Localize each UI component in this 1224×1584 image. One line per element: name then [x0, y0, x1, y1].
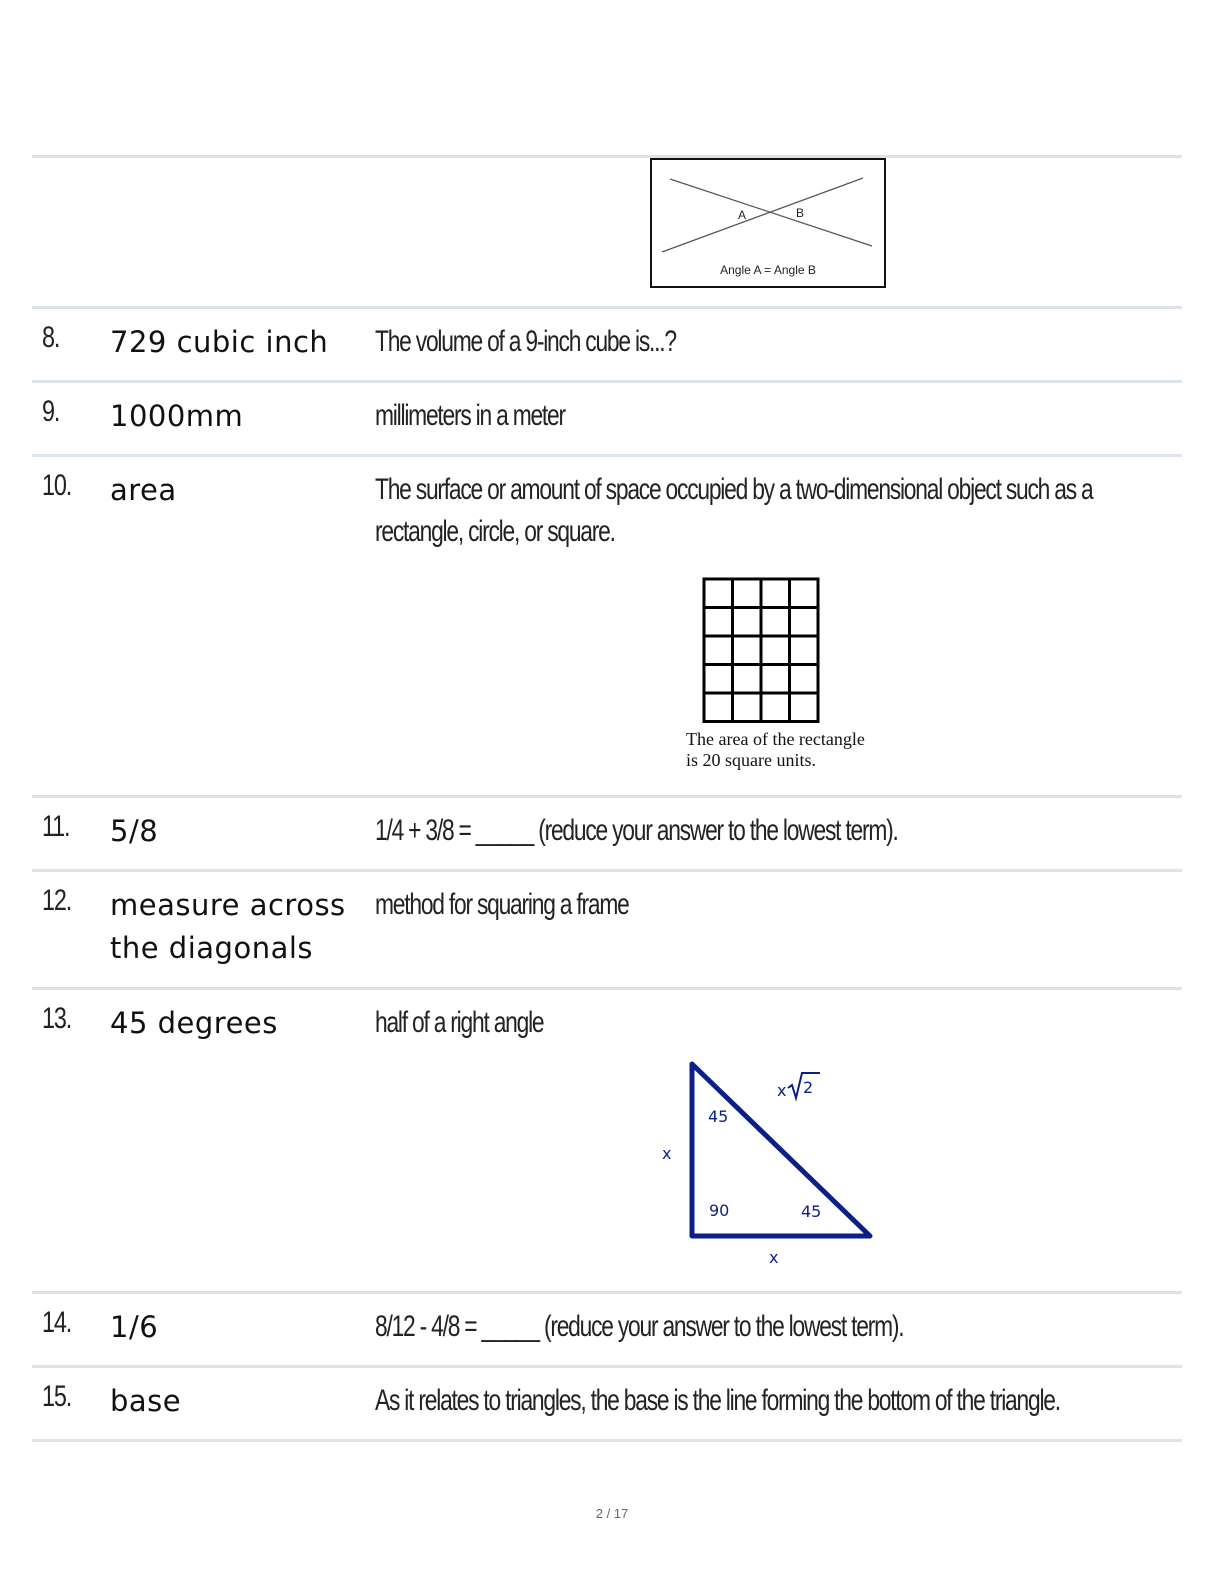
item-number: 12. [42, 884, 72, 917]
item-definition: The surface or amount of space occupied by a two-dimensional object such as a rectangle, circle, or square. [375, 473, 1093, 548]
grid-cell [790, 579, 819, 608]
grid-cell [704, 608, 733, 637]
grid-cell [790, 636, 819, 665]
angle-top-label: 45 [708, 1107, 729, 1126]
grid-cell [733, 693, 762, 722]
item-number: 13. [42, 1002, 72, 1035]
grid-cell [733, 608, 762, 637]
item-term: measure across the diagonals [110, 888, 346, 965]
grid-cell [761, 579, 790, 608]
item-term: 729 cubic inch [110, 325, 329, 359]
table-row [32, 454, 1182, 795]
item-number: 11. [42, 810, 70, 843]
item-definition: As it relates to triangles, the base is the line forming the bottom of the triangle. [375, 1384, 1060, 1417]
grid-cell [790, 665, 819, 694]
angle-bottom-label: 45 [801, 1202, 822, 1221]
area-grid [704, 579, 818, 722]
item-term: 45 degrees [110, 1006, 278, 1040]
grid-cell [761, 693, 790, 722]
item-term: 1000mm [110, 399, 244, 433]
triangle-figure [652, 1054, 892, 1279]
glossary-table [32, 155, 1182, 1442]
angle-b-label: B [796, 206, 805, 220]
grid-cell [790, 693, 819, 722]
table-row [32, 1291, 1182, 1365]
area-caption-line1: The area of the rectangle [686, 729, 865, 749]
table-row [32, 987, 1182, 1291]
grid-cell [790, 608, 819, 637]
item-definition: 1/4 + 3/8 = _____ (reduce your answer to the lowest term). [375, 814, 898, 847]
area-caption-line2: is 20 square units. [686, 750, 816, 770]
item-definition: 8/12 - 4/8 = _____ (reduce your answer to the lowest term). [375, 1310, 904, 1343]
table-row [32, 1365, 1182, 1442]
area-grid-diagram [684, 577, 884, 777]
item-term: 1/6 [110, 1310, 159, 1344]
angle-a-label: A [738, 208, 747, 222]
table-row [32, 380, 1182, 454]
grid-cell [733, 579, 762, 608]
item-term: area [110, 473, 177, 507]
grid-cell [761, 665, 790, 694]
item-number: 15. [42, 1380, 72, 1413]
table-row [32, 306, 1182, 380]
table-row-figure-continuation [32, 155, 1182, 306]
grid-cell [704, 693, 733, 722]
grid-cell [733, 665, 762, 694]
angles-figure [650, 158, 888, 295]
right-triangle-diagram [652, 1054, 892, 1274]
angles-caption: Angle A = Angle B [720, 263, 816, 277]
side-left-label: x [662, 1144, 672, 1163]
angles-diagram [650, 158, 888, 290]
item-definition: half of a right angle [375, 1006, 544, 1039]
item-number: 8. [42, 321, 60, 354]
item-number: 9. [42, 395, 60, 428]
grid-cell [704, 579, 733, 608]
side-bottom-label: x [769, 1248, 779, 1267]
grid-cell [704, 636, 733, 665]
hypotenuse-radicand-label: 2 [803, 1078, 814, 1097]
page-number: 2 / 17 [595, 1506, 629, 1521]
table-row [32, 795, 1182, 869]
area-figure [684, 577, 884, 782]
grid-cell [733, 636, 762, 665]
item-definition: The volume of a 9-inch cube is...? [375, 325, 676, 358]
hypotenuse-coef-label: x [777, 1081, 787, 1100]
angle-right-label: 90 [709, 1201, 730, 1220]
item-term: 5/8 [110, 814, 159, 848]
grid-cell [704, 665, 733, 694]
item-term: base [110, 1384, 182, 1418]
item-number: 10. [42, 469, 72, 502]
table-row [32, 869, 1182, 987]
item-number: 14. [42, 1306, 72, 1339]
grid-cell [761, 608, 790, 637]
grid-cell [761, 636, 790, 665]
item-definition: method for squaring a frame [375, 888, 629, 921]
item-definition: millimeters in a meter [375, 399, 565, 432]
